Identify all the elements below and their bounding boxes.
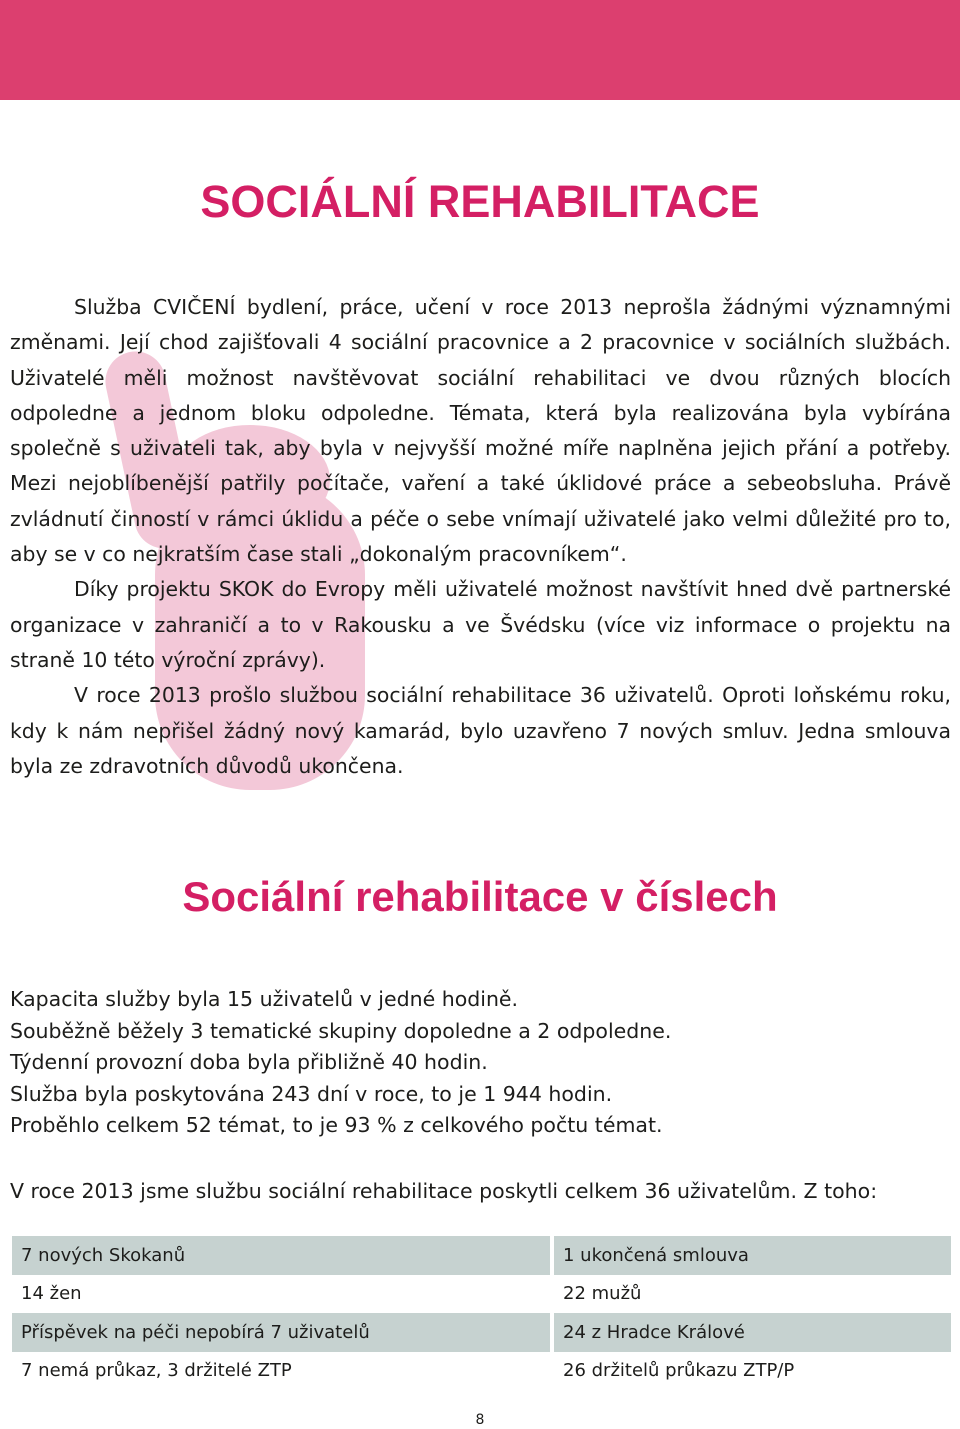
intro-paragraph: Díky projektu SKOK do Evropy měli uživatelé možnost navštívit hned dvě partnerské organizace v zahraničí a to v Rakousku a ve Švédsku (více viz informace o projektu na straně 10 této výroční zprávy). <box>10 577 951 672</box>
fact-item: Proběhlo celkem 52 témat, to je 93 % z celkového počtu témat. <box>10 1113 663 1137</box>
stats-table <box>8 1236 955 1390</box>
fact-item: Souběžně běžely 3 tematické skupiny dopoledne a 2 odpoledne. <box>10 1018 672 1043</box>
table-cell: 26 držitelů průkazu ZTP/P <box>554 1352 951 1391</box>
header-band <box>0 0 960 100</box>
fact-item: Kapacita služby byla 15 uživatelů v jedné hodině. <box>10 987 519 1011</box>
table-cell: 7 nemá průkaz, 3 držitelé ZTP <box>12 1352 550 1391</box>
table-row <box>12 1313 951 1352</box>
table-cell: 22 mužů <box>554 1275 951 1314</box>
table-cell: 1 ukončená smlouva <box>554 1236 951 1275</box>
table-row <box>12 1236 951 1275</box>
fact-item: Týdenní provozní doba byla přibližně 40 hodin. <box>10 1050 488 1074</box>
intro-text <box>10 290 951 784</box>
intro-paragraph: Služba CVIČENÍ bydlení, práce, učení v roce 2013 neprošla žádnými významnými změnami. Její chod zajišťovali 4 sociální pracovnice a 2 pracovnice v sociálních službách. Uživatelé měli možnost navštěvovat sociální rehabilitaci ve dvou různých blocích odpoledne a jednom bloku odpoledne. Témata, která byla realizována byla vybírána společně s uživateli tak, aby byla v nejvyšší možné míře naplněna jejich přání a potřeby. Mezi nejoblíbenější patřily počítače, vaření a také úklidové práce a sebeobsluha. Právě zvládnutí činností v rámci úklidu a péče o sebe vnímají uživatelé jako velmi důležité pro to, aby se v co nejkratším čase stali „dokonalým pracovníkem“. <box>10 295 951 567</box>
section-title: Sociální rehabilitace v číslech <box>182 873 778 920</box>
table-cell: 7 nových Skokanů <box>12 1236 550 1275</box>
page-number: 8 <box>475 1412 485 1428</box>
table-cell: 14 žen <box>12 1275 550 1314</box>
page-title: SOCIÁLNÍ REHABILITACE <box>200 176 760 227</box>
table-cell: Příspěvek na péči nepobírá 7 uživatelů <box>12 1313 550 1352</box>
intro-paragraph: V roce 2013 prošlo službou sociální rehabilitace 36 uživatelů. Oproti loňskému roku, kdy k nám nepřišel žádný nový kamarád, bylo uzavřeno 7 nových smluv. Jedna smlouva byla ze zdravotních důvodů ukončena. <box>10 683 951 778</box>
table-cell: 24 z Hradce Králové <box>554 1313 951 1352</box>
table-row <box>12 1352 951 1391</box>
facts-list <box>10 984 950 1142</box>
table-row <box>12 1275 951 1314</box>
fact-item: Služba byla poskytována 243 dní v roce, to je 1 944 hodin. <box>10 1081 613 1106</box>
summary-text: V roce 2013 jsme službu sociální rehabilitace poskytli celkem 36 uživatelům. Z toho: <box>10 1179 878 1203</box>
